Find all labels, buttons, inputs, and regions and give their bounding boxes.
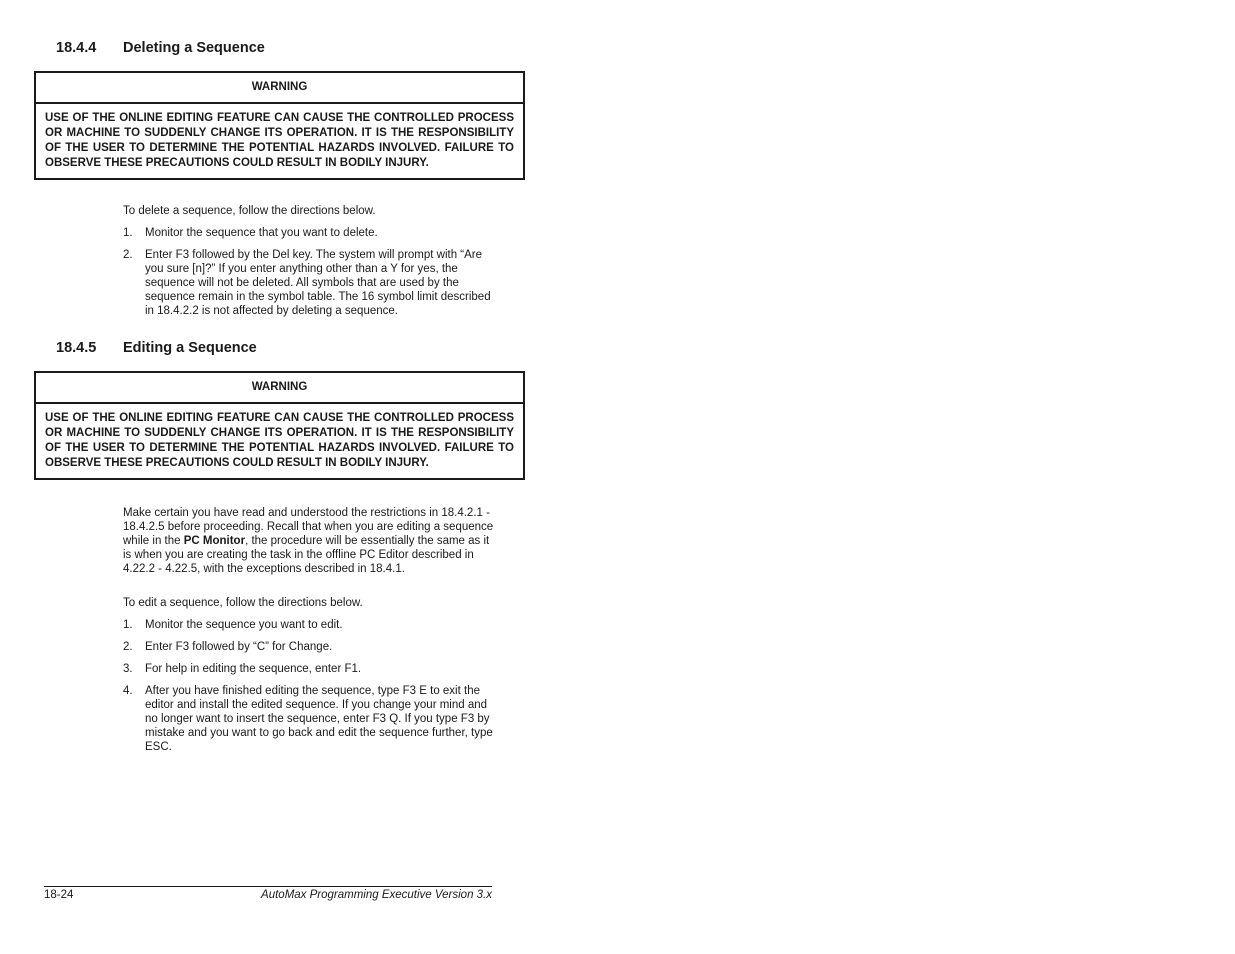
edit-paragraph: Make certain you have read and understood the restrictions in 18.4.2.1 - 18.4.2.5 before proceeding. Recall that when you are editing a sequence while in the PC Monitor, the procedure will be essentially the same as it is when you are creating the task in the offline PC Editor described in 4.22.2 - 4.22.5, with the exceptions described in 18.4.1. <box>123 507 494 575</box>
list-number: 4. <box>123 685 133 697</box>
list-item <box>123 662 495 676</box>
edit-intro: To edit a sequence, follow the directions below. <box>123 597 363 609</box>
list-item <box>123 248 495 318</box>
list-text: Enter F3 followed by the Del key. The system will prompt with “Are you sure [n]?” If you enter anything other than a Y for yes, the sequence will not be deleted. All symbols that are used by the sequence remain in the symbol table. The 16 symbol limit described in 18.4.2.2 is not affected by deleting a sequence. <box>145 249 491 317</box>
warning-text: USE OF THE ONLINE EDITING FEATURE CAN CAUSE THE CONTROLLED PROCESS OR MACHINE TO SUDDENLY CHANGE ITS OPERATION. IT IS THE RESPONSIBILITY OF THE USER TO DETERMINE THE POTENTIAL HAZARDS INVOLVED. FAILURE TO OBSERVE THESE PRECAUTIONS COULD RESULT IN BODILY INJURY. <box>45 412 514 469</box>
section-title: Deleting a Sequence <box>123 40 265 56</box>
pc-monitor-term: PC Monitor <box>183 535 246 547</box>
warning-box <box>34 71 525 180</box>
list-text: Monitor the sequence you want to edit. <box>145 619 343 631</box>
list-text: Monitor the sequence that you want to delete. <box>145 227 378 239</box>
section-heading-18-4-4 <box>56 40 265 56</box>
section-number: 18.4.5 <box>56 340 97 356</box>
list-number: 1. <box>123 619 133 631</box>
warning-text: USE OF THE ONLINE EDITING FEATURE CAN CAUSE THE CONTROLLED PROCESS OR MACHINE TO SUDDENLY CHANGE ITS OPERATION. IT IS THE RESPONSIBILITY OF THE USER TO DETERMINE THE POTENTIAL HAZARDS INVOLVED. FAILURE TO OBSERVE THESE PRECAUTIONS COULD RESULT IN BODILY INJURY. <box>45 112 514 169</box>
delete-intro: To delete a sequence, follow the directions below. <box>123 205 376 217</box>
list-item <box>123 684 495 754</box>
section-title: Editing a Sequence <box>123 340 257 356</box>
warning-title: WARNING <box>36 73 523 104</box>
list-text: Enter F3 followed by “C” for Change. <box>145 641 333 653</box>
list-number: 3. <box>123 663 133 675</box>
page-number: 18-24 <box>44 889 74 901</box>
list-text: For help in editing the sequence, enter F1. <box>145 663 362 675</box>
warning-title: WARNING <box>36 373 523 404</box>
list-item <box>123 226 495 240</box>
list-item <box>123 618 495 632</box>
warning-box <box>34 371 525 480</box>
section-number: 18.4.4 <box>56 40 97 56</box>
footer-rule <box>44 886 492 887</box>
list-number: 2. <box>123 641 133 653</box>
list-item <box>123 640 495 654</box>
list-text: After you have finished editing the sequence, type F3 E to exit the editor and install the edited sequence. If you change your mind and no longer want to insert the sequence, enter F3 Q. If you type F3 by mistake and you want to go back and edit the sequence further, type ESC. <box>145 685 493 753</box>
document-title: AutoMax Programming Executive Version 3.x <box>261 889 492 901</box>
list-number: 1. <box>123 227 133 239</box>
section-heading-18-4-5 <box>56 340 257 356</box>
list-number: 2. <box>123 249 133 261</box>
